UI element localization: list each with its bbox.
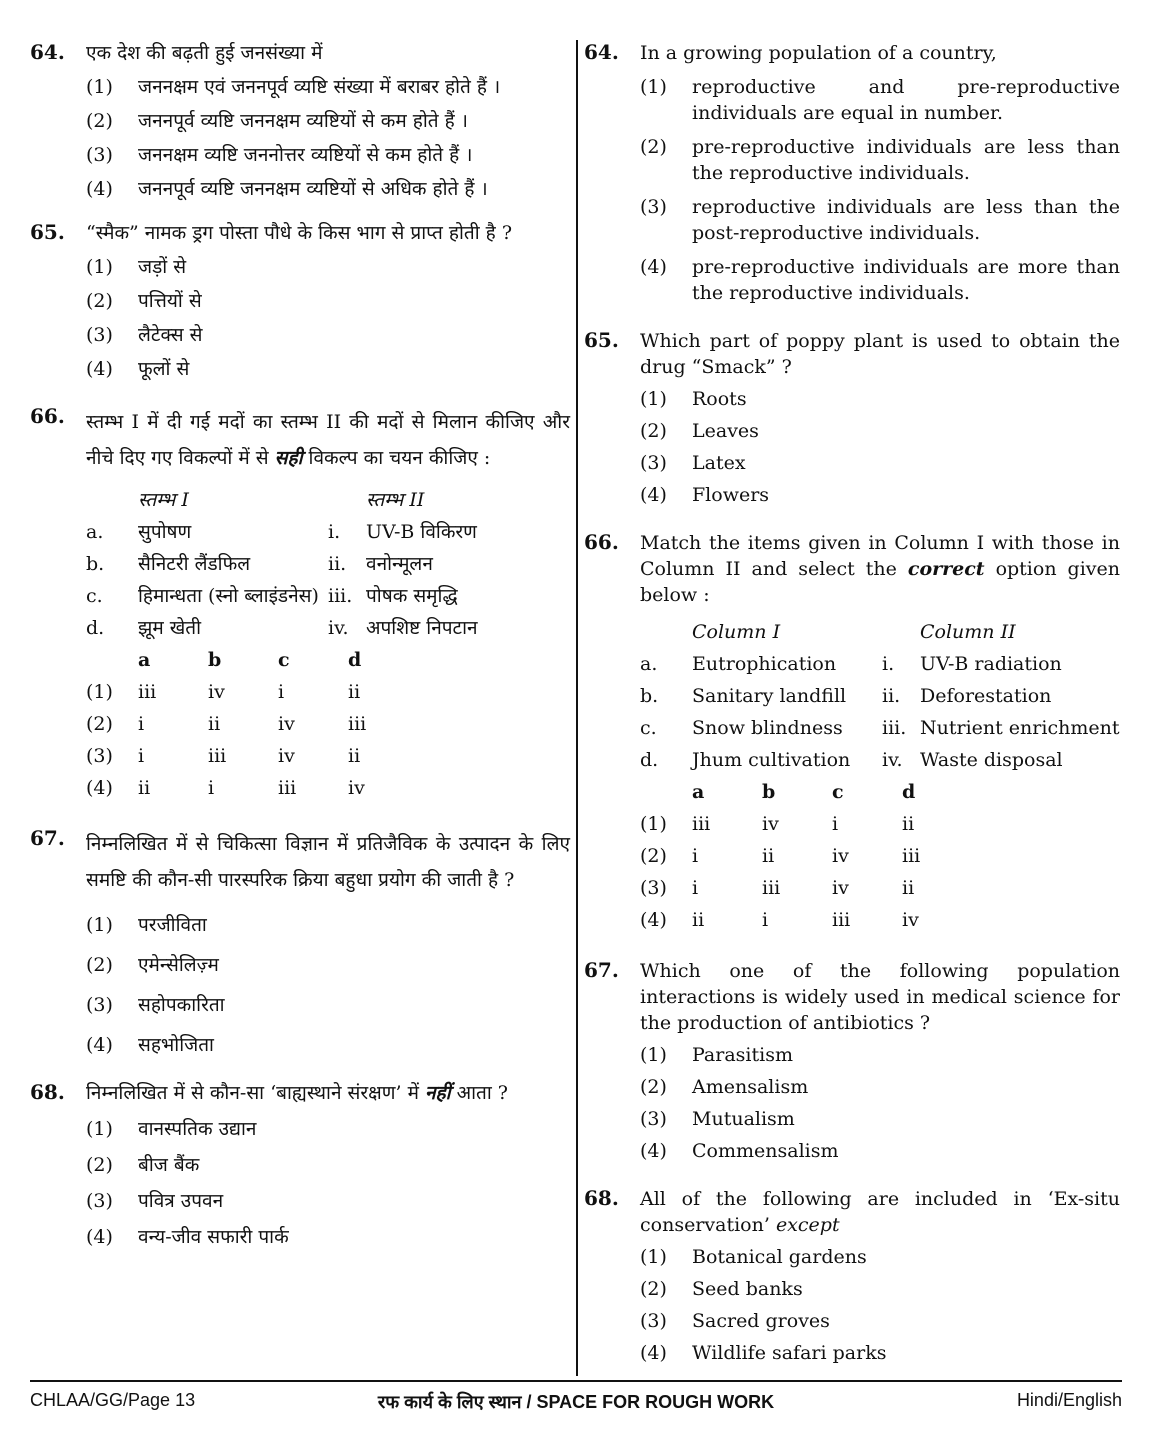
match-roman: iii. <box>328 585 353 607</box>
option-number: (2) <box>86 290 113 312</box>
column-1-item: झूम खेती <box>138 617 202 639</box>
option-number: (4) <box>640 1342 667 1364</box>
grid-row <box>86 708 570 740</box>
grid-cell: ii <box>692 909 705 931</box>
column-2-item: वनोन्मूलन <box>366 553 433 575</box>
option-4 <box>86 356 570 382</box>
option-2 <box>640 418 1120 444</box>
question-67-english <box>584 958 1120 1164</box>
option-number: (4) <box>86 178 113 200</box>
column-1-heading: Column I <box>692 621 781 643</box>
grid-header <box>640 776 1120 808</box>
grid-cell: iv <box>902 909 919 931</box>
match-letter: d. <box>86 617 105 639</box>
grid-cell: iii <box>902 845 921 867</box>
grid-heading: a <box>692 781 705 803</box>
question-65-english <box>584 328 1120 508</box>
grid-cell: iii <box>138 681 157 703</box>
grid-heading <box>640 776 692 808</box>
option-1 <box>640 386 1120 412</box>
column-1-item: हिमान्धता (स्नो ब्लाइंडनेस) <box>138 585 319 607</box>
option-4 <box>640 1138 1120 1164</box>
grid-heading: a <box>138 649 151 671</box>
option-number: (3) <box>640 1108 667 1130</box>
emphasis: except <box>775 1214 840 1236</box>
option-1 <box>86 1116 570 1142</box>
match-roman: i. <box>882 653 895 675</box>
option-text: Seed banks <box>692 1278 803 1300</box>
option-3 <box>640 1308 1120 1334</box>
match-row <box>640 648 1120 680</box>
question-text: “स्मैक” नामक ड्रग पोस्ता पौधे के किस भाग से प्राप्त होती है ? <box>86 222 513 244</box>
question-text <box>640 530 1120 608</box>
column-1-item: सैनिटरी लैंडफिल <box>138 553 251 575</box>
grid-cell: iv <box>208 681 225 703</box>
grid-cell: (3) <box>86 745 113 767</box>
option-2 <box>640 134 1120 186</box>
match-roman: i. <box>328 521 341 543</box>
option-text: pre-reproductive individuals are more than the reproductive individuals. <box>692 256 1120 304</box>
column-divider <box>576 40 578 1376</box>
option-number: (4) <box>86 1034 113 1056</box>
column-2-item: Deforestation <box>920 685 1052 707</box>
match-roman: iv. <box>882 749 903 771</box>
option-number: (3) <box>86 1190 113 1212</box>
question-text-part: All of the following are included in ‘Ex-situ conservation’ <box>640 1188 1120 1236</box>
option-4 <box>86 1224 570 1250</box>
option-text: बीज बैंक <box>138 1154 200 1176</box>
grid-row <box>640 808 1120 840</box>
options <box>30 912 570 1058</box>
option-number: (4) <box>86 358 113 380</box>
match-letter: b. <box>640 685 659 707</box>
option-text: पवित्र उपवन <box>138 1190 224 1212</box>
question-text <box>86 404 570 476</box>
option-text: Sacred groves <box>692 1310 830 1332</box>
option-2 <box>86 288 570 314</box>
match-letter: c. <box>86 585 103 607</box>
option-text: वानस्पतिक उद्यान <box>138 1118 257 1140</box>
grid-row <box>86 740 570 772</box>
question-number: 64. <box>30 40 65 64</box>
option-number: (3) <box>640 1310 667 1332</box>
grid-cell: (4) <box>640 909 667 931</box>
option-number: (2) <box>86 1154 113 1176</box>
option-number: (4) <box>86 1226 113 1248</box>
match-letter: c. <box>640 717 657 739</box>
grid-cell: iii <box>692 813 711 835</box>
option-text: Amensalism <box>692 1076 809 1098</box>
options <box>584 1042 1120 1164</box>
option-number: (2) <box>640 420 667 442</box>
grid-cell: i <box>138 713 145 735</box>
question-number: 68. <box>30 1080 65 1104</box>
grid-cell: (2) <box>86 713 113 735</box>
rough-work-label: रफ कार्य के लिए स्थान / SPACE FOR ROUGH WORK <box>377 1392 775 1412</box>
emphasis: correct <box>907 558 985 580</box>
option-number: (1) <box>86 914 113 936</box>
option-number: (2) <box>640 1076 667 1098</box>
match-table <box>640 616 1120 776</box>
option-text: Leaves <box>692 420 759 442</box>
option-text: जननपूर्व व्यष्टि जननक्षम व्यष्टियों से कम होते हैं । <box>138 110 468 132</box>
match-roman: iv. <box>328 617 349 639</box>
grid-cell: i <box>208 777 215 799</box>
option-2 <box>640 1074 1120 1100</box>
option-3 <box>86 322 570 348</box>
column-1-item: सुपोषण <box>138 521 192 543</box>
match-header <box>640 616 1120 648</box>
option-text: Botanical gardens <box>692 1246 867 1268</box>
question-65-hindi <box>30 220 570 382</box>
question-text-part: स्तम्भ I में दी गई मदों का स्तम्भ II की मदों से मिलान कीजिए और नीचे दिए गए विकल्पों में से <box>86 411 570 469</box>
page-code: CHLAA/GG/Page 13 <box>30 1390 196 1410</box>
question-text-part: option given below : <box>640 558 1120 606</box>
question-text: निम्नलिखित में से चिकित्सा विज्ञान में प्रतिजैविक के उत्पादन के लिए समष्टि की कौन-सी पारस्परिक क्रिया बहुधा प्रयोग की जाती है ? <box>86 833 570 891</box>
option-number: (1) <box>86 1118 113 1140</box>
question-number: 65. <box>30 220 65 244</box>
option-text: एमेन्सेलिज़्म <box>138 954 219 976</box>
footer-rule <box>30 1380 1122 1382</box>
grid-heading: d <box>902 781 916 803</box>
grid-row <box>640 904 1120 936</box>
option-text: Commensalism <box>692 1140 839 1162</box>
option-text: जननक्षम एवं जननपूर्व व्यष्टि संख्या में बराबर होते हैं । <box>138 76 501 98</box>
grid-cell: ii <box>348 745 361 767</box>
match-letter: b. <box>86 553 105 575</box>
options <box>30 1116 570 1250</box>
grid-cell: iii <box>278 777 297 799</box>
grid-cell: i <box>692 877 699 899</box>
option-number: (1) <box>86 76 113 98</box>
options <box>584 386 1120 508</box>
column-1-item: Snow blindness <box>692 717 843 739</box>
grid-cell: ii <box>348 681 361 703</box>
option-number: (3) <box>86 994 113 1016</box>
option-4 <box>86 176 570 202</box>
match-row <box>86 612 570 644</box>
grid-row <box>640 840 1120 872</box>
option-2 <box>86 952 570 978</box>
emphasis: सही <box>274 447 303 469</box>
grid-cell: ii <box>762 845 775 867</box>
option-1 <box>86 74 570 100</box>
option-3 <box>640 1106 1120 1132</box>
match-row <box>640 712 1120 744</box>
grid-heading <box>86 644 138 676</box>
grid-cell: iv <box>832 845 849 867</box>
option-3 <box>86 142 570 168</box>
column-2-item: Waste disposal <box>920 749 1063 771</box>
question-text-part: निम्नलिखित में से कौन-सा ‘बाह्यस्थाने संरक्षण’ में <box>86 1082 425 1104</box>
match-row <box>86 548 570 580</box>
match-roman: ii. <box>882 685 901 707</box>
grid-cell: iii <box>762 877 781 899</box>
grid-cell: i <box>762 909 769 931</box>
grid-cell: iv <box>832 877 849 899</box>
option-3 <box>640 194 1120 246</box>
option-number: (3) <box>640 196 667 218</box>
match-roman: ii. <box>328 553 347 575</box>
match-row <box>640 680 1120 712</box>
grid-heading: b <box>762 781 776 803</box>
option-number: (3) <box>86 144 113 166</box>
grid-cell: (1) <box>640 813 667 835</box>
grid-heading: b <box>208 649 222 671</box>
column-2-item: पोषक समृद्धि <box>366 585 458 607</box>
question-number: 66. <box>30 404 65 428</box>
page-footer <box>30 1390 1122 1414</box>
answer-grid <box>30 644 570 804</box>
column-1-heading: स्तम्भ I <box>138 489 189 511</box>
emphasis: नहीं <box>425 1082 451 1104</box>
match-letter: a. <box>640 653 658 675</box>
question-64-english <box>584 40 1120 306</box>
match-letter: d. <box>640 749 659 771</box>
option-number: (1) <box>640 76 667 98</box>
grid-cell: i <box>138 745 145 767</box>
question-text: In a growing population of a country, <box>640 42 997 64</box>
option-number: (2) <box>640 136 667 158</box>
match-table <box>86 484 570 644</box>
option-number: (3) <box>640 452 667 474</box>
column-2-item: अपशिष्ट निपटान <box>366 617 478 639</box>
option-text: Flowers <box>692 484 770 506</box>
column-2-heading: Column II <box>920 621 1016 643</box>
question-text <box>640 1186 1120 1238</box>
match-row <box>86 516 570 548</box>
option-number: (1) <box>640 1246 667 1268</box>
option-number: (1) <box>86 256 113 278</box>
option-text: सहभोजिता <box>138 1034 214 1056</box>
option-text: Latex <box>692 452 746 474</box>
grid-cell: iii <box>208 745 227 767</box>
option-text: जड़ों से <box>138 256 187 278</box>
option-3 <box>640 450 1120 476</box>
grid-heading: c <box>278 649 290 671</box>
option-text: लैटेक्स से <box>138 324 203 346</box>
option-text: वन्य-जीव सफारी पार्क <box>138 1226 289 1248</box>
option-2 <box>86 1152 570 1178</box>
option-number: (4) <box>640 256 667 278</box>
column-2-heading: स्तम्भ II <box>366 489 425 511</box>
grid-cell: iv <box>762 813 779 835</box>
options <box>584 74 1120 306</box>
question-number: 67. <box>584 958 619 982</box>
grid-cell: iv <box>278 745 295 767</box>
grid-cell: ii <box>902 877 915 899</box>
column-1-item: Eutrophication <box>692 653 837 675</box>
option-4 <box>640 254 1120 306</box>
question-number: 64. <box>584 40 619 64</box>
question-text: Which one of the following population interactions is widely used in medical science for the production of antibiotics ? <box>640 960 1120 1034</box>
question-text: Which part of poppy plant is used to obtain the drug “Smack” ? <box>640 330 1120 378</box>
grid-cell: iii <box>348 713 367 735</box>
question-number: 67. <box>30 826 65 850</box>
option-text: pre-reproductive individuals are less than the reproductive individuals. <box>692 136 1120 184</box>
hindi-column <box>30 40 570 1272</box>
question-67-hindi <box>30 826 570 1058</box>
option-1 <box>640 74 1120 126</box>
question-68-english <box>584 1186 1120 1366</box>
option-2 <box>86 108 570 134</box>
answer-grid <box>584 776 1120 936</box>
option-number: (1) <box>640 1044 667 1066</box>
grid-cell: ii <box>138 777 151 799</box>
option-text: Wildlife safari parks <box>692 1342 887 1364</box>
grid-heading: c <box>832 781 844 803</box>
option-4 <box>640 482 1120 508</box>
question-64-hindi <box>30 40 570 202</box>
match-row <box>640 744 1120 776</box>
options <box>30 254 570 382</box>
match-roman: iii. <box>882 717 907 739</box>
question-66-english <box>584 530 1120 936</box>
grid-cell: ii <box>208 713 221 735</box>
match-header <box>86 484 570 516</box>
grid-heading: d <box>348 649 362 671</box>
grid-cell: i <box>692 845 699 867</box>
option-text: Mutualism <box>692 1108 795 1130</box>
option-number: (2) <box>86 954 113 976</box>
grid-cell: (4) <box>86 777 113 799</box>
option-text: reproductive and pre-reproductive individuals are equal in number. <box>692 76 1120 124</box>
option-text: Roots <box>692 388 747 410</box>
question-text: एक देश की बढ़ती हुई जनसंख्या में <box>86 42 323 64</box>
grid-row <box>640 872 1120 904</box>
match-letter: a. <box>86 521 104 543</box>
language-label: Hindi/English <box>1016 1390 1122 1410</box>
grid-cell: iii <box>832 909 851 931</box>
grid-cell: ii <box>902 813 915 835</box>
grid-cell: i <box>832 813 839 835</box>
question-text-part: Match the items given in Column I with those in Column II and select the <box>640 532 1120 580</box>
question-text <box>86 1080 570 1106</box>
english-column <box>584 40 1120 1388</box>
option-number: (2) <box>86 110 113 132</box>
grid-cell: iv <box>278 713 295 735</box>
option-number: (1) <box>640 388 667 410</box>
column-1-item: Sanitary landfill <box>692 685 847 707</box>
option-number: (4) <box>640 484 667 506</box>
column-2-item: UV-B radiation <box>920 653 1062 675</box>
option-text: reproductive individuals are less than the post-reproductive individuals. <box>692 196 1120 244</box>
option-text: पत्तियों से <box>138 290 202 312</box>
option-3 <box>86 992 570 1018</box>
option-number: (2) <box>640 1278 667 1300</box>
grid-row <box>86 676 570 708</box>
match-row <box>86 580 570 612</box>
option-3 <box>86 1188 570 1214</box>
column-1-item: Jhum cultivation <box>692 749 851 771</box>
question-text-part: विकल्प का चयन कीजिए : <box>302 447 491 469</box>
options <box>30 74 570 202</box>
option-4 <box>640 1340 1120 1366</box>
question-number: 65. <box>584 328 619 352</box>
column-2-item: Nutrient enrichment <box>920 717 1120 739</box>
question-number: 66. <box>584 530 619 554</box>
option-number: (4) <box>640 1140 667 1162</box>
option-text: जननक्षम व्यष्टि जननोत्तर व्यष्टियों से कम होते हैं । <box>138 144 473 166</box>
question-68-hindi <box>30 1080 570 1250</box>
question-number: 68. <box>584 1186 619 1210</box>
option-1 <box>86 912 570 938</box>
grid-cell: i <box>278 681 285 703</box>
question-66-hindi <box>30 404 570 804</box>
grid-header <box>86 644 570 676</box>
grid-row <box>86 772 570 804</box>
question-text-part: आता ? <box>450 1082 508 1104</box>
column-2-item: UV-B विकिरण <box>366 521 477 543</box>
option-1 <box>86 254 570 280</box>
grid-cell: iv <box>348 777 365 799</box>
option-text: परजीविता <box>138 914 207 936</box>
option-2 <box>640 1276 1120 1302</box>
option-text: Parasitism <box>692 1044 793 1066</box>
option-text: जननपूर्व व्यष्टि जननक्षम व्यष्टियों से अधिक होते हैं । <box>138 178 488 200</box>
option-1 <box>640 1042 1120 1068</box>
grid-cell: (1) <box>86 681 113 703</box>
option-text: फूलों से <box>138 358 190 380</box>
options <box>584 1244 1120 1366</box>
grid-cell: (2) <box>640 845 667 867</box>
option-4 <box>86 1032 570 1058</box>
option-text: सहोपकारिता <box>138 994 225 1016</box>
grid-cell: (3) <box>640 877 667 899</box>
option-1 <box>640 1244 1120 1270</box>
option-number: (3) <box>86 324 113 346</box>
